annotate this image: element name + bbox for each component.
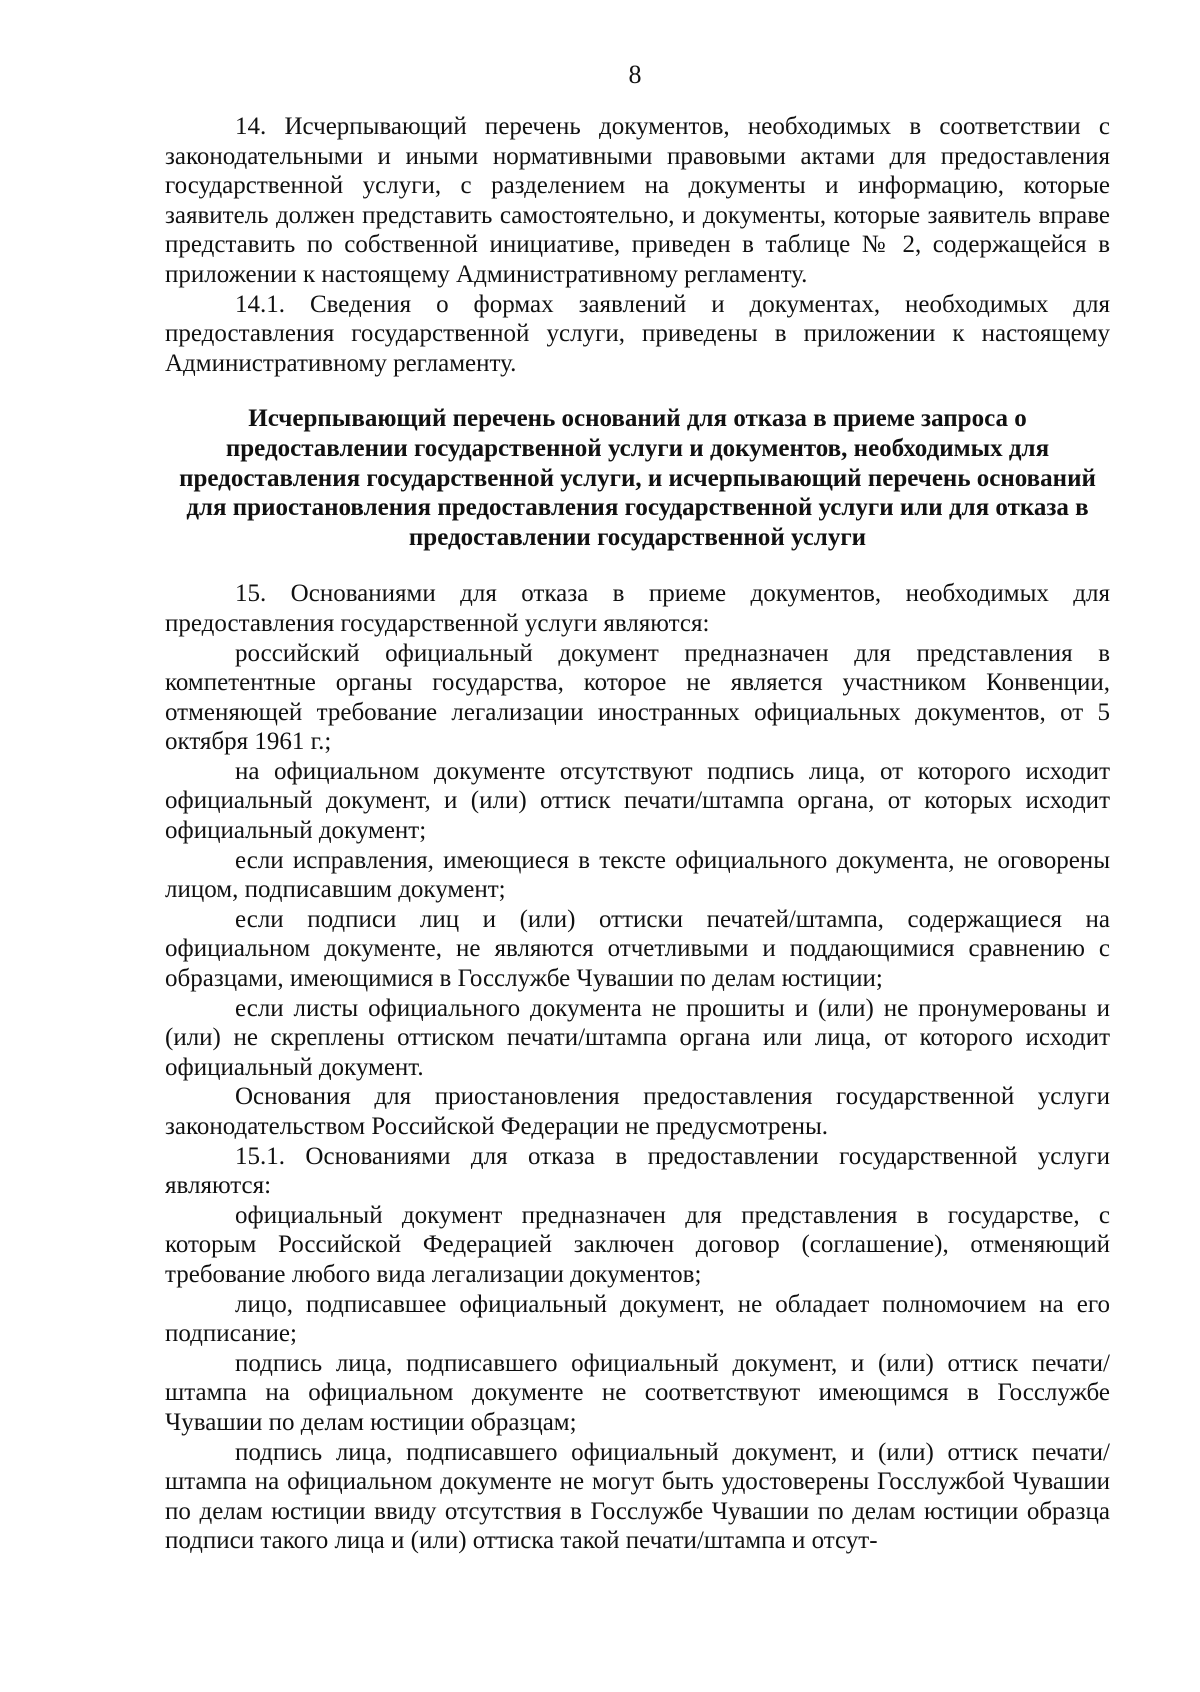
paragraph-suspension: Основания для приостановления предоставления государственной услуги законодательством Российской Федерации не предусмотрены.	[165, 1083, 1110, 1140]
paragraph-15-1-item: лицо, подписавшее официальный документ, не обладает полномочием на его подписание;	[165, 1290, 1110, 1348]
paragraph-15: 15. Основаниями для отказа в приеме документов, необходимых для предоставления государственной услуги являются:	[165, 580, 1110, 637]
document-body	[165, 112, 1110, 1556]
paragraph-15-item: если подписи лиц и (или) оттиски печатей/штампа, содержащиеся на официальном документе, не являются отчетливыми и поддающимися сравнению с образцами, имеющимися в Госслужбе Чувашии по делам юстиции;	[165, 905, 1110, 993]
paragraph-15-item: если листы официального документа не прошиты и (или) не пронумерованы и (или) не скреплены оттиском печати/штампа органа или лица, от которого исходит официальный документ.	[165, 994, 1110, 1081]
paragraph-15-1-item: подпись лица, подписавшего официальный документ, и (или) оттиск печати/штампа на официальном документе не соответствуют имеющимся в Госслужбе Чувашии по делам юстиции образцам;	[165, 1349, 1110, 1436]
paragraph-15-item: если исправления, имеющиеся в тексте официального документа, не оговорены лицом, подписавшим документ;	[165, 846, 1110, 904]
section-heading: Исчерпывающий перечень оснований для отказа в приеме запроса о предоставлении государственной услуги и документов, необходимых для предоставления государственной услуги, и исчерпывающий перечень оснований для приостановления предоставления государственной услуги или для отказа в предоставлении государственной услуги	[179, 405, 1096, 551]
paragraph-15-1: 15.1. Основаниями для отказа в предоставлении государственной услуги являются:	[165, 1142, 1110, 1200]
page-number: 8	[628, 60, 642, 89]
paragraph-14-1: 14.1. Сведения о формах заявлений и документах, необходимых для предоставления государственной услуги, приведены в приложении к настоящему Административному регламенту.	[165, 290, 1110, 377]
paragraph-15-item: российский официальный документ предназначен для представления в компетентные органы государства, которое не является участником Конвенции, отменяющей требование легализации иностранных официальных документов, от 5 октября 1961 г.;	[165, 639, 1110, 756]
paragraph-15-1-item: официальный документ предназначен для представления в государстве, с которым Российской Федерацией заключен договор (соглашение), отменяющий требование любого вида легализации документов;	[165, 1201, 1110, 1288]
paragraph-15-1-item: подпись лица, подписавшего официальный документ, и (или) оттиск печати/штампа на официальном документе не могут быть удостоверены Госслужбой Чувашии по делам юстиции ввиду отсутствия в Госслужбе Чувашии по делам юстиции образца подписи такого лица и (или) оттиска такой печати/штампа и отсут-	[165, 1438, 1110, 1555]
paragraph-14: 14. Исчерпывающий перечень документов, необходимых в соответствии с законодательными и иными нормативными правовыми актами для предоставления государственной услуги, с разделением на документы и информацию, которые заявитель должен представить самостоятельно, и документы, которые заявитель вправе представить по собственной инициативе, приведен в таблице № 2, содержащейся в приложении к настоящему Административному регламенту.	[165, 113, 1110, 288]
paragraph-15-item: на официальном документе отсутствуют подпись лица, от которого исходит официальный документ, и (или) оттиск печати/штампа органа, от которых исходит официальный документ;	[165, 757, 1110, 845]
